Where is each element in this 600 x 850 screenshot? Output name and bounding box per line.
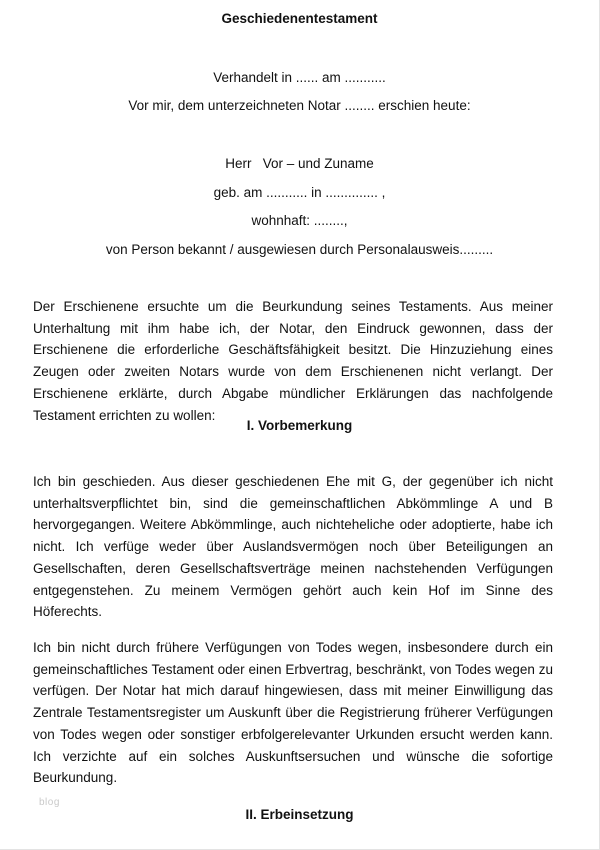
header-line-place-date: Verhandelt in ...... am ........... <box>213 70 386 85</box>
section-heading-erbeinsetzung: II. Erbeinsetzung <box>245 807 354 822</box>
header-line-notary: Vor mir, dem unterzeichneten Notar ........ erschien heute: <box>128 98 471 113</box>
person-residence-line: wohnhaft: ........, <box>251 213 348 228</box>
section1-paragraph-prior-dispositions: Ich bin nicht durch frühere Verfügungen von Todes wegen, insbesondere durch ein gemeinschaftliches Testament oder einen Erbvertrag, beschränkt, von Todes wegen zu verfügen. Der Notar hat mich darauf hingewiesen, dass mit meiner Einwilligung das Zentrale Testamentsregister um Auskunft über die Registrierung früherer Verfügungen von Todes wegen oder sonstiger erbfolgerelevanter Urkunden ersucht werden kann. Ich verzichte auf ein solches Auskunftsersuchen und wünsche die sofortige Beurkundung. <box>33 640 553 786</box>
section1-paragraph-family: Ich bin geschieden. Aus dieser geschiedenen Ehe mit G, der gegenüber ich nicht unterhaltsverpflichtet bin, sind die gemeinschaftlichen Abkömmlinge A und B hervorgegangen. Weitere Abkömmlinge, auch nichteheliche oder adoptierte, habe ich nicht. Ich verfüge weder über Auslandsvermögen noch über Beteiligungen an Gesellschaften, deren Gesellschaftsverträge meinen nachstehenden Verfügungen entgegenstehen. Zu meinem Vermögen gehört auch kein Hof im Sinne des Höferechts. <box>33 474 553 620</box>
person-birth-line: geb. am ........... in .............. , <box>213 185 386 200</box>
watermark-text: blog <box>39 797 60 808</box>
person-identification-line: von Person bekannt / ausgewiesen durch Personalausweis......... <box>105 242 494 257</box>
document-title: Geschiedenentestament <box>221 11 378 26</box>
person-name-line: Herr Vor – und Zuname <box>225 156 374 171</box>
intro-paragraph: Der Erschienene ersuchte um die Beurkundung seines Testaments. Aus meiner Unterhaltung mit ihm habe ich, der Notar, den Eindruck gewonnen, dass der Erschienene die erforderliche Geschäftsfähigkeit besitzt. Die Hinzuziehung eines Zeugen oder zweiten Notars wurde von dem Erschienenen nicht verlangt. Der Erschienene erklärte, durch Abgabe mündlicher Erklärungen das nachfolgende Testament errichten zu wollen: <box>33 299 553 423</box>
section-heading-vorbemerkung: I. Vorbemerkung <box>246 418 353 433</box>
